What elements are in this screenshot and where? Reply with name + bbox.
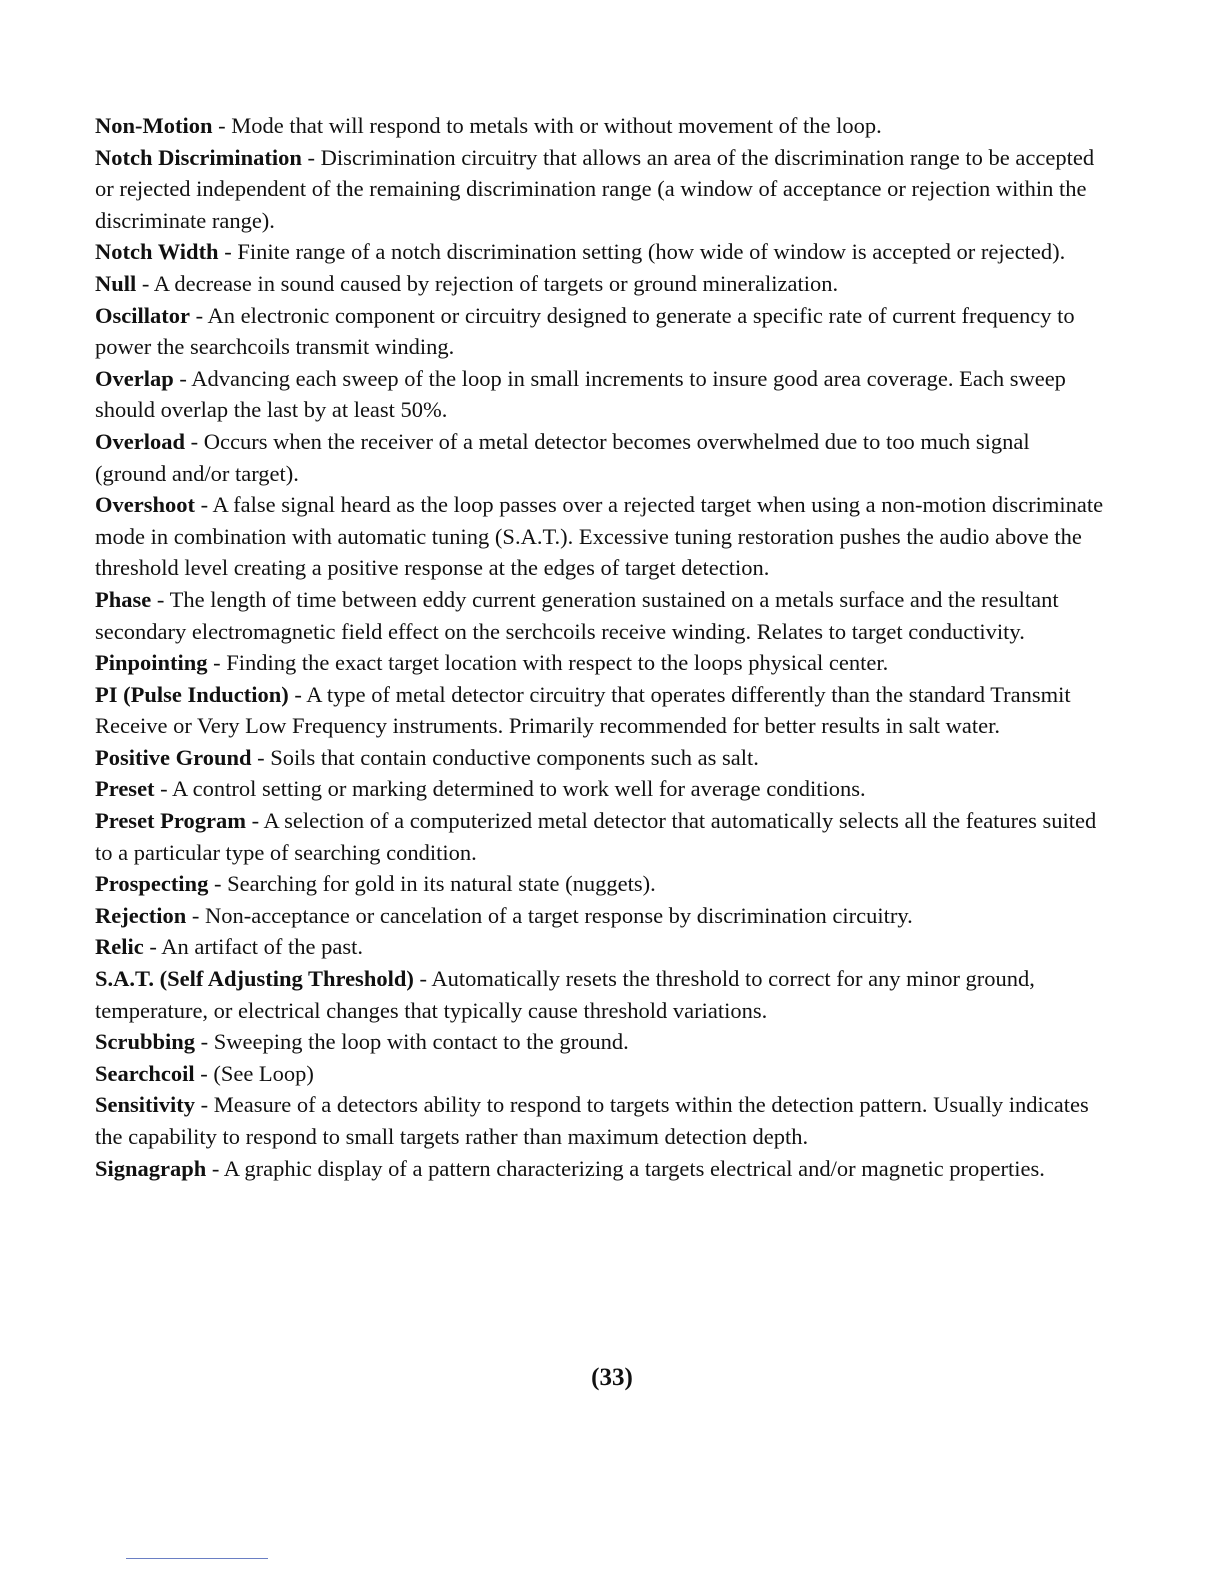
glossary-term: Notch Discrimination	[95, 144, 302, 170]
glossary-entry	[95, 426, 1105, 489]
glossary-entry	[95, 300, 1105, 363]
glossary-entry	[95, 110, 1105, 142]
glossary-definition: - Searching for gold in its natural state (nuggets).	[208, 871, 656, 897]
glossary-term: Signagraph	[95, 1155, 207, 1181]
glossary-term: Preset Program	[95, 808, 246, 834]
glossary-definition: - Sweeping the loop with contact to the ground.	[195, 1029, 629, 1055]
glossary-entry	[95, 900, 1105, 932]
glossary-entry	[95, 679, 1105, 742]
glossary-definition: - Occurs when the receiver of a metal detector becomes overwhelmed due to too much signal (ground and/or target).	[95, 428, 1030, 486]
glossary-term: Searchcoil	[95, 1060, 195, 1086]
glossary-entry	[95, 805, 1105, 868]
glossary-term: Null	[95, 270, 137, 296]
glossary-entry	[95, 647, 1105, 679]
glossary-term: Non-Motion	[95, 113, 213, 138]
glossary-definition: - A decrease in sound caused by rejection of targets or ground mineralization.	[136, 270, 839, 296]
glossary-entry	[95, 1026, 1105, 1058]
glossary-definition: - Finite range of a notch discrimination setting (how wide of window is accepted or rejected).	[218, 239, 1066, 265]
glossary-term: Pinpointing	[95, 650, 208, 676]
glossary-entry	[95, 236, 1105, 268]
glossary-definition: - A selection of a computerized metal detector that automatically selects all the features suited to a particular type of searching condition.	[95, 808, 1097, 865]
glossary-entry	[95, 1153, 1105, 1185]
glossary-list	[95, 110, 1105, 1184]
glossary-entry	[95, 742, 1105, 774]
glossary-definition: - A false signal heard as the loop passes over a rejected target when using a non-motion discriminate mode in combination with automatic tuning (S.A.T.). Excessive tuning restoration pushes the audio above the threshold level creating a positive response at the edges of target detection.	[95, 492, 1104, 581]
glossary-term: Oscillator	[95, 302, 190, 328]
glossary-definition: - An artifact of the past.	[143, 934, 364, 960]
glossary-term: Positive Ground	[95, 744, 252, 770]
glossary-term: Overload	[95, 428, 185, 454]
glossary-definition: - Automatically resets the threshold to correct for any minor ground, temperature, or electrical changes that typically cause threshold variations.	[95, 966, 1035, 1023]
glossary-term: Sensitivity	[95, 1092, 196, 1118]
glossary-entry	[95, 773, 1105, 805]
glossary-definition: - Mode that will respond to metals with or without movement of the loop.	[212, 113, 882, 138]
glossary-definition: - Advancing each sweep of the loop in small increments to insure good area coverage. Each sweep should overlap the last by at least 50%.	[95, 365, 1066, 423]
glossary-term: Prospecting	[95, 871, 209, 897]
glossary-term: Overshoot	[95, 492, 195, 518]
glossary-entry	[95, 584, 1105, 647]
glossary-definition: - Finding the exact target location with respect to the loops physical center.	[207, 650, 889, 676]
glossary-definition: - (See Loop)	[194, 1060, 314, 1086]
glossary-term: PI (Pulse Induction)	[95, 681, 289, 707]
glossary-term: Relic	[95, 934, 144, 960]
glossary-term: Preset	[95, 776, 155, 802]
glossary-entry	[95, 142, 1105, 237]
glossary-definition: - A type of metal detector circuitry that operates differently than the standard Transmit Receive or Very Low Frequency instruments. Primarily recommended for better results in salt water.	[95, 681, 1071, 739]
glossary-definition: - The length of time between eddy current generation sustained on a metals surface and the resultant secondary electromagnetic field effect on the serchcoils receive winding. Relates to target conductivity.	[95, 586, 1059, 644]
footer-divider	[126, 1558, 268, 1559]
glossary-definition: - Measure of a detectors ability to respond to targets within the detection pattern. Usually indicates the capability to respond to small targets rather than maximum detection depth.	[95, 1092, 1089, 1149]
glossary-entry	[95, 1058, 1105, 1090]
glossary-definition: - A control setting or marking determined to work well for average conditions.	[154, 776, 866, 802]
glossary-entry	[95, 268, 1105, 300]
glossary-term: Overlap	[95, 365, 174, 391]
glossary-entry	[95, 489, 1105, 584]
glossary-entry	[95, 868, 1105, 900]
glossary-term: Scrubbing	[95, 1029, 196, 1055]
glossary-term: Notch Width	[95, 239, 219, 265]
glossary-definition: - A graphic display of a pattern characterizing a targets electrical and/or magnetic properties.	[206, 1155, 1045, 1181]
glossary-entry	[95, 931, 1105, 963]
glossary-term: S.A.T. (Self Adjusting Threshold)	[95, 966, 414, 992]
glossary-definition: - Soils that contain conductive components such as salt.	[251, 744, 759, 770]
glossary-term: Phase	[95, 586, 152, 612]
glossary-entry	[95, 1089, 1105, 1152]
glossary-definition: - Non-acceptance or cancelation of a target response by discrimination circuitry.	[186, 902, 913, 928]
glossary-entry	[95, 963, 1105, 1026]
glossary-entry	[95, 363, 1105, 426]
page-number: (33)	[591, 1364, 633, 1391]
glossary-definition: - Discrimination circuitry that allows an area of the discrimination range to be accepted or rejected independent of the remaining discrimination range (a window of acceptance or rejection within the discriminate range).	[95, 144, 1095, 233]
glossary-definition: - An electronic component or circuitry designed to generate a specific rate of current frequency to power the searchcoils transmit winding.	[95, 302, 1075, 360]
glossary-term: Rejection	[95, 902, 187, 928]
